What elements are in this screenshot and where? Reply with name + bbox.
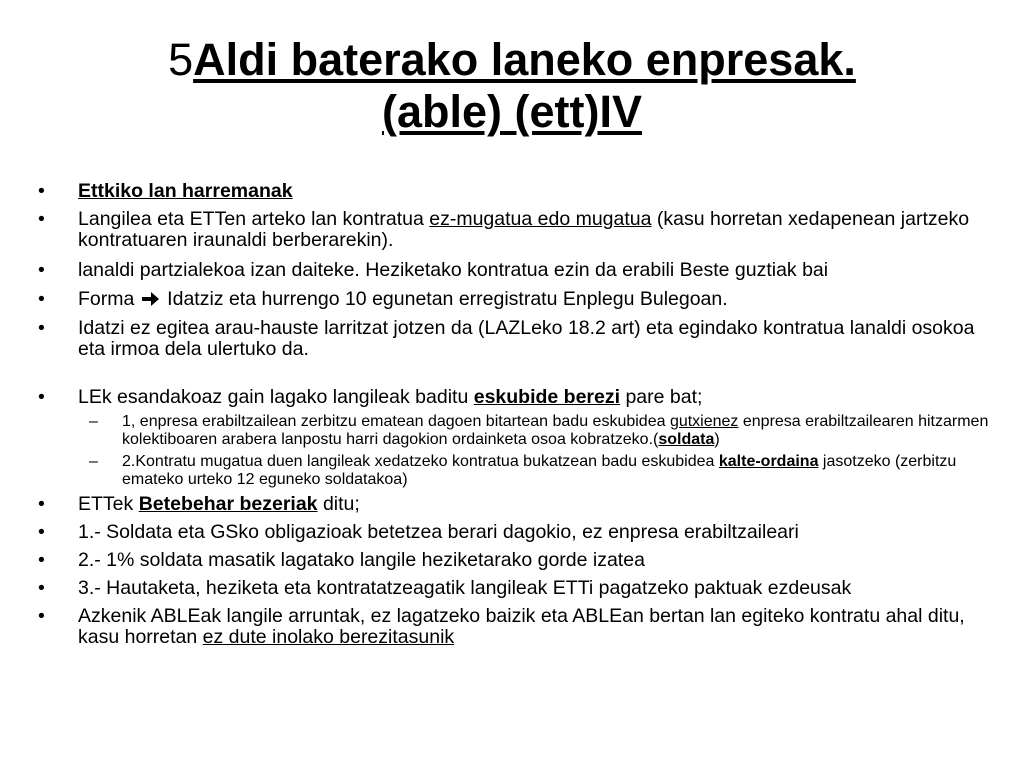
sub-bullet-text: 1, enpresa erabiltzailean zerbitzu ematean dagoen bitartean badu eskubidea xyxy=(122,413,670,430)
underlined-text: ez dute inolako berezitasunik xyxy=(202,626,455,648)
bullet-text: (kasu horretan xedapenean jartzeko kontratuaren iraunaldi berberarekin). xyxy=(78,208,970,251)
bullet-text: 1.- Soldata eta GSko obligazioak betetzea berari dagokio, ez enpresa erabiltzaileari xyxy=(78,521,799,543)
sub-bullet-item xyxy=(38,453,998,488)
underlined-text: gutxienez xyxy=(669,413,739,430)
bullet-text: Forma xyxy=(78,288,140,310)
bold-underlined-text: soldata xyxy=(658,430,715,448)
sub-bullet-text: jasotzeko (zerbitzu emateko urteko 12 eguneko soldatakoa) xyxy=(122,453,957,488)
bullet-heading: Ettkiko lan harremanak xyxy=(78,180,293,202)
bullet-item xyxy=(38,606,998,648)
right-arrow-icon xyxy=(142,291,160,307)
bullet-text: Azkenik ABLEak langile arruntak, ez lagatzeko baizik eta ABLEan bertan lan egiteko kontratu ahal ditu, kasu horretan xyxy=(78,605,965,648)
bullet-text: lanaldi partzialekoa izan daiteke. Heziketako kontratua ezin da erabili Beste guztiak bai xyxy=(78,259,829,281)
bullet-list xyxy=(38,181,998,648)
title-text-2: (able) (ett)IV xyxy=(381,86,642,137)
sub-bullet-text: ) xyxy=(714,430,720,448)
title-text-1: Aldi baterako laneko enpresak. xyxy=(193,34,856,85)
bullet-item xyxy=(38,260,998,281)
bullet-text: Idatziz eta hurrengo 10 egunetan erregistratu Enplegu Bulegoan. xyxy=(161,288,728,310)
bullet-item xyxy=(38,578,998,599)
bullet-item xyxy=(38,209,998,251)
sub-bullet-item xyxy=(38,413,998,448)
title-number: 5 xyxy=(168,34,194,85)
bullet-text: ditu; xyxy=(317,493,360,515)
bold-underlined-text: eskubide berezi xyxy=(473,386,621,408)
title-line-2 xyxy=(0,86,1024,138)
bullet-text: Idatzi ez egitea arau-hauste larritzat jotzen da (LAZLeko 18.2 art) eta egindako kontratua lanaldi osokoa eta irmoa dela ulertuko da. xyxy=(78,317,975,360)
title-line-1 xyxy=(0,34,1024,86)
bullet-item xyxy=(38,181,998,202)
slide-title xyxy=(0,34,1024,138)
bullet-item xyxy=(38,318,998,360)
bullet-item xyxy=(38,522,998,543)
bullet-item xyxy=(38,494,998,515)
bullet-text: ETTek xyxy=(78,493,139,515)
underlined-text: ez-mugatua edo mugatua xyxy=(429,208,652,230)
bullet-text: 3.- Hautaketa, heziketa eta kontratatzeagatik langileak ETTi pagatzeko paktuak ezdeusak xyxy=(78,577,852,599)
sub-bullet-text: 2.Kontratu mugatua duen langileak xedatzeko kontratua bukatzean badu eskubidea xyxy=(122,453,719,470)
bullet-item xyxy=(38,289,998,310)
bold-underlined-text: kalte-ordaina xyxy=(718,453,819,470)
sub-bullet-text: enpresa erabiltzailearen hitzarmen kolektiboaren arabera lanpostu harri dagokion ordainketa osoa kobratzeko.( xyxy=(122,413,989,448)
bullet-text: pare bat; xyxy=(620,386,703,408)
bullet-text: LEk esandakoaz gain lagako langileak baditu xyxy=(78,386,474,408)
bullet-item xyxy=(38,387,998,408)
bullet-text: Langilea eta ETTen arteko lan kontratua xyxy=(78,208,430,230)
bullet-item xyxy=(38,550,998,571)
bullet-text: 2.- 1% soldata masatik lagatako langile heziketarako gorde izatea xyxy=(78,549,645,571)
bold-underlined-text: Betebehar bezeriak xyxy=(138,493,318,515)
